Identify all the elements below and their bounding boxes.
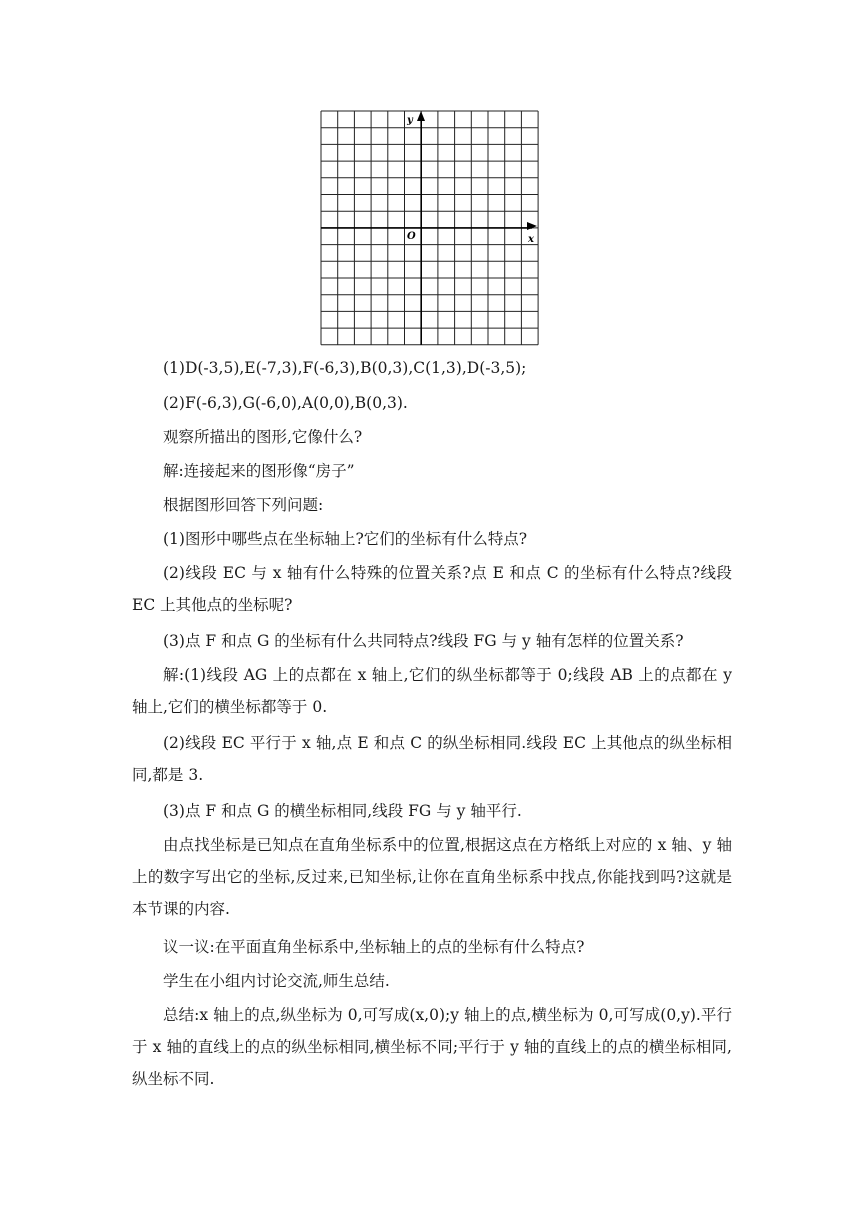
coordinate-grid (318, 108, 542, 348)
paragraph-solution-2: (2)线段 EC 平行于 x 轴,点 E 和点 C 的纵坐标相同.线段 EC 上其他点的纵坐标相同,都是 3. (132, 734, 732, 784)
paragraph-question-1: (1)图形中哪些点在坐标轴上?它们的坐标有什么特点? (163, 530, 528, 548)
paragraph-question-2: (2)线段 EC 与 x 轴有什么特殊的位置关系?点 E 和点 C 的坐标有什么特点?线段 EC 上其他点的坐标呢? (132, 564, 732, 614)
paragraph-activity: 学生在小组内讨论交流,师生总结. (163, 972, 390, 990)
axes (321, 117, 532, 345)
y-axis-label: y (407, 115, 413, 126)
paragraph-question-3: (3)点 F 和点 G 的坐标有什么共同特点?线段 FG 与 y 轴有怎样的位置关系? (163, 632, 684, 650)
paragraph-solution-3: (3)点 F 和点 G 的横坐标相同,线段 FG 与 y 轴平行. (163, 802, 522, 820)
paragraph-explanation: 由点找坐标是已知点在直角坐标系中的位置,根据这点在方格纸上对应的 x 轴、y 轴上的数字写出它的坐标,反过来,已知坐标,让你在直角坐标系中找点,你能找到吗?这就是本节课的内容. (132, 836, 732, 918)
paragraph-answer: 解:连接起来的图形像“房子” (163, 462, 355, 480)
paragraph-instruction: 根据图形回答下列问题: (163, 496, 324, 514)
origin-label: O (407, 231, 416, 242)
x-axis-arrow-icon (527, 222, 537, 230)
paragraph-discussion: 议一议:在平面直角坐标系中,坐标轴上的点的坐标有什么特点? (163, 938, 585, 956)
paragraph-point-list-2: (2)F(-6,3),G(-6,0),A(0,0),B(0,3). (163, 394, 408, 412)
x-axis-label: x (528, 234, 534, 245)
y-axis-arrow-icon (417, 111, 425, 121)
paragraph-point-list-1: (1)D(-3,5),E(-7,3),F(-6,3),B(0,3),C(1,3),D(-3,5); (163, 359, 527, 377)
paragraph-summary: 总结:x 轴上的点,纵坐标为 0,可写成(x,0);y 轴上的点,横坐标为 0,可写成(0,y).平行于 x 轴的直线上的点的纵坐标相同,横坐标不同;平行于 y 轴的直线上的点的横坐标相同,纵坐标不同. (132, 1006, 732, 1088)
paragraph-solution-1: 解:(1)线段 AG 上的点都在 x 轴上,它们的纵坐标都等于 0;线段 AB 上的点都在 y 轴上,它们的横坐标都等于 0. (132, 666, 732, 716)
paragraph-question: 观察所描出的图形,它像什么? (163, 428, 363, 446)
